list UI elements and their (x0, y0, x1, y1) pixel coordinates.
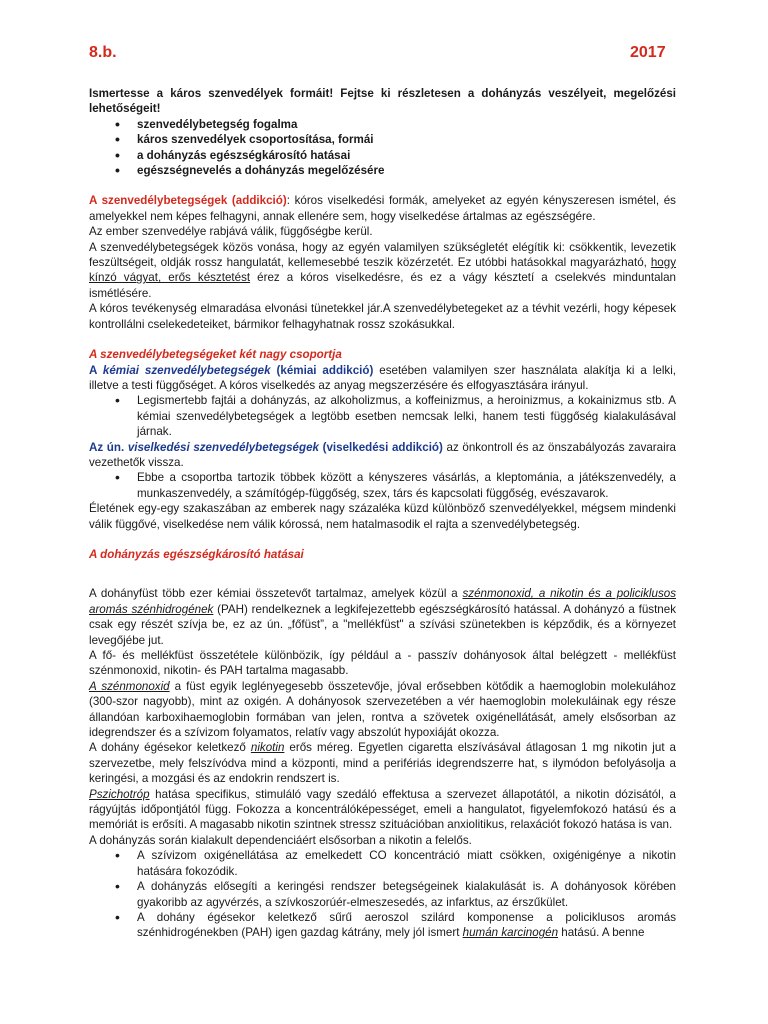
chemical-addiction-paragraph: A kémiai szenvedélybetegségek (kémiai addikció) esetében valamilyen szer használata alakítja ki a lelki, illetve a testi függőséget. A kóros viselkedés az anyag megszerzésére és elfogyasztására irányul. (89, 363, 676, 392)
year-label: 2017 (630, 44, 666, 61)
underlined-phrase: A szénmonoxid (89, 679, 170, 693)
chemical-list (89, 393, 676, 439)
document-body (89, 86, 676, 941)
behavioral-list (89, 470, 676, 501)
paragraph: Pszichotróp hatása specifikus, stimuláló vagy szedáló effektusa a szervezet állapotától, a nikotin dózisától, a rágyújtás időpontjától függ. Fokozza a koncentrálóképességet, emeli a hangulatot, figyelemfokozó hatású és a memóriát is erősíti. A magasabb nikotin szintnek stressz szituációban anxiolitikus, relaxációt fokozó hatása is van. (89, 787, 676, 832)
paragraph: Életének egy-egy szakaszában az emberek nagy százaléka küzd különböző szenvedélyekkel, mégsem mindenki válik függővé, viselkedése nem válik kórossá, nem hatalmasodik el rajta a szenvedélybetegség. (89, 502, 676, 531)
underlined-phrase: nikotin (250, 741, 285, 755)
chemical-addiction-term: kémiai szenvedélybetegségek (102, 363, 271, 377)
class-label: 8.b. (89, 44, 117, 61)
list-item: • Ebbe a csoportba tartozik többek között a kényszeres vásárlás, a kleptománia, a játékszenvedély, a munkaszenvedély, a számítógép-függőség, szex, társ és kapcsolati függőség, evészavarok. (89, 470, 676, 501)
paragraph: A kóros tevékenység elmaradása elvonási tünetekkel jár.A szenvedélybetegeket az a tévhit vezérli, hogy képesek kontrollálni cselekedeteiket, bármikor felhagyhatnak rossz szokásukkal. (89, 302, 676, 331)
underlined-phrase: hogy kínzó vágyat, erős késztetést (89, 256, 676, 285)
definition-paragraph: A szenvedélybetegségek (addikció): kóros viselkedési formák, amelyeket az egyén kényszeresen ismétel, és amelyekkel nem képes felhagyni, annak ellenére sem, hogy viselkedése ártalmas az egészségére. (89, 194, 676, 223)
topic-item: • a dohányzás egészségkárosító hatásai (89, 148, 676, 163)
paragraph: Az ember szenvedélye rabjává válik, függőségbe kerül. (89, 225, 373, 239)
paragraph: A dohányfüst több ezer kémiai összetevőt tartalmaz, amelyek közül a szénmonoxid, a nikotin és a policiklusos aromás szénhidrogének (PAH) rendelkeznek a legkifejezettebb egészségkárosító hatással. A dohányzó a füstnek csak egy részét szívja be, ez az ún. „főfüst”, a "mellékfüst" a szívási szünetekben is képződik, és a környezet levegőjébe jut. (89, 587, 676, 647)
paragraph: A szénmonoxid a füst egyik leglényegesebb összetevője, jóval erősebben kötődik a haemoglobin molekulához (300-szor nagyobb), mint az oxigén. A dohányosok szervezetében a vér haemoglobin molekuláinak egy része állandóan karboxihaemoglobin formában van jelen, rontva a szövetek oxigénellátását, amely elsősorban az idegrendszer és a szívizom folyamatos, relatív vagy abszolút hypoxiáját okozza. (89, 679, 676, 740)
list-item: • Legismertebb fajtái a dohányzás, az alkoholizmus, a koffeinizmus, a heroinizmus, a kokainizmus stb. A kémiai szenvedélybetegségek a legtöbb esetben nemcsak lelki, hanem testi függőség kialakulásával járnak. (89, 393, 676, 439)
topic-item: • káros szenvedélyek csoportosítása, formái (89, 132, 676, 147)
list-item: • A dohányzás elősegíti a keringési rendszer betegségeinek kialakulását is. A dohányosok körében gyakoribb az agyvérzés, a szívkoszorúér-elmeszesedés, az infarktus, az érszűkület. (89, 879, 676, 910)
paragraph: A fő- és mellékfüst összetétele különbözik, így például a - passzív dohányosok által belégzett - mellékfüst szénmonoxid, nikotin- és PAH tartalma magasabb. (89, 649, 676, 678)
effects-list (89, 848, 676, 940)
underlined-phrase: Pszichotróp (89, 787, 150, 801)
exam-question: Ismertesse a káros szenvedélyek formáit! Fejtse ki részletesen a dohányzás veszélyeit, megelőzési lehetőségeit! (89, 87, 676, 116)
list-item: • A dohány égésekor keletkező sűrű aeroszol szilárd komponense a policiklusos aromás szénhidrogénekben (PAH) igen gazdag kátrány, mely jól ismert humán karcinogén hatású. A benne (89, 910, 676, 941)
paragraph: A dohányzás során kialakult dependenciáért elsősorban a nikotin a felelős. (89, 833, 472, 847)
topic-item: • szenvedélybetegség fogalma (89, 117, 676, 132)
section-heading: A dohányzás egészségkárosító hatásai (89, 547, 304, 561)
section-heading: A szenvedélybetegségeket két nagy csoportja (89, 348, 342, 362)
topic-list (89, 117, 676, 179)
topic-item: • egészségnevelés a dohányzás megelőzésére (89, 163, 676, 178)
underlined-phrase: szénmonoxid, a nikotin és a policiklusos aromás szénhidrogének (89, 587, 676, 616)
behavioral-addiction-term: viselkedési szenvedélybetegségek (127, 440, 319, 454)
underlined-phrase: humán karcinogén (462, 926, 559, 940)
paragraph: A dohány égésekor keletkező nikotin erős méreg. Egyetlen cigaretta elszívásával átlagosan 1 mg nikotin jut a szervezetbe, mely felszívódva mind a központi, mind a perifériás idegrendszerre hat, s ilymódon befolyásolja a keringési, a mozgási és az endokrin rendszert is. (89, 741, 676, 786)
paragraph: A szenvedélybetegségek közös vonása, hogy az egyén valamilyen szükségletét elégítik ki: csökkentik, levezetik feszültségeit, oldják rossz hangulatát, kellemesebbé teszik közérzetét. Ez utóbbi hatásokkal magyarázható, hogy kínzó vágyat, erős késztetést érez a kóros viselkedésre, és ez a vágy késztetí a cselekvés minduntalan ismétlésére. (89, 240, 676, 300)
behavioral-addiction-paragraph: Az ún. viselkedési szenvedélybetegségek (viselkedési addikció) az önkontroll és az önszabályozás zavaraira vezethetők vissza. (89, 440, 677, 469)
addiction-term: A szenvedélybetegségek (addikció) (89, 194, 287, 208)
list-item: • A szívizom oxigénellátása az emelkedett CO koncentráció miatt csökken, oxigénigénye a nikotin hatására fokozódik. (89, 848, 676, 879)
